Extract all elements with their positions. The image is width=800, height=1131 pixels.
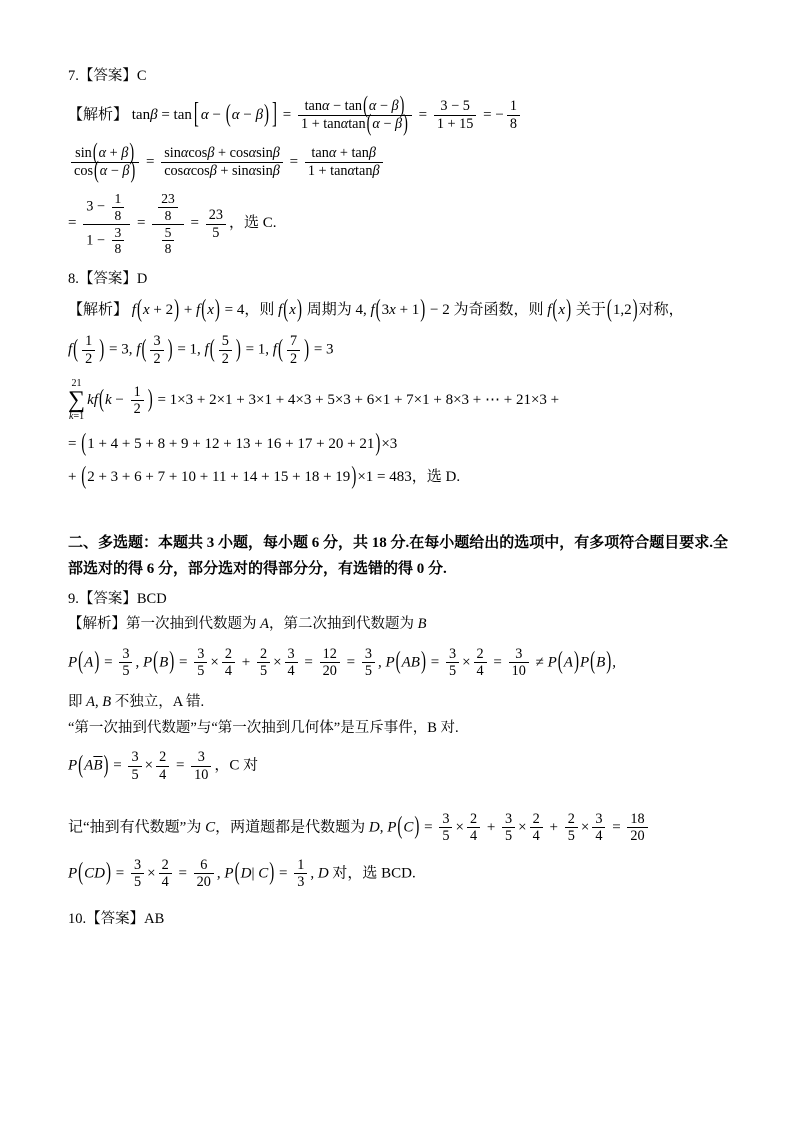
analysis-q9-line1: 【解析】第一次抽到代数题为 A，第二次抽到代数题为 B [68,616,427,633]
analysis-q7-line1: 【解析】 tanβ = tan [ α − (α − β) ] = $\frac{\tan\alpha - \tan(\alpha - \beta)}{1 + \tan\alpha\tan(\alpha - \beta)}$ = $\frac{3 - 5}{1 + 15}$ = − $\frac{1}{8}$ [68,98,740,133]
answer-value-q8: D [136,270,148,287]
analysis-label-q7: 【解析】 [68,106,129,123]
answer-line-q9 [68,589,740,611]
analysis-label-q8: 【解析】 [68,302,129,319]
document-content [68,66,740,934]
analysis-q7-line2: $\frac{\sin(\alpha + \beta)}{\cos(\alpha - \beta)}$ = $\frac{\sin\alpha\cos\beta + \cos\alpha\sin\beta}{\cos\alpha\cos\beta + \sin\alpha\sin\beta}$ = $\frac{\tan\alpha + \tan\beta}{1 + \tan\alpha\tan\beta}$ [68,145,740,180]
analysis-q8-line1: 【解析】 f(x + 2) + f(x) = 4，则 f(x) 周期为 4, f(3x + 1) − 2 为奇函数，则 f(x) 关于(1,2)对称， [68,296,684,324]
analysis-q9-line5: $P(A\overline{B})$ = $\frac{3}{5}$ × $\frac{2}{4}$ = $\frac{3}{10}$ ，C 对 [68,749,259,783]
analysis-q8-line2: f( $\frac{1}{2}$ ) = 3, f( $\frac{3}{2}$ ) = 1, f( $\frac{5}{2}$ ) = 1, f( $\frac{7}{2}$ ) = 3 [68,333,334,367]
answer-value-q9: BCD [136,590,167,607]
answer-line-q7 [68,66,740,88]
section-heading: 二、多选题：本题共 3 小题，每小题 6 分，共 18 分.在每小题给出的选项中，有多项符合题目要求.全部选对的得 6 分，部分选对的得部分分，有选错的得 0 分. [68,535,729,578]
analysis-label-q9: 【解析】 [68,616,126,633]
analysis-q9-line4: “第一次抽到代数题”与“第一次抽到几何体”是互斥事件，B 对. [68,719,459,736]
analysis-q7-line3: = 3 − $\frac{1}{8}$ 1 − $\frac{3}{8}$ = $\frac{\frac{23}{8}}{\frac{5}{8}}$ = $\frac{23}{5}$ ，选 C. [68,191,277,257]
analysis-q9-line3: 即 A, B 不独立，A 错. [68,693,205,710]
analysis-q9-line2: P(A) = $\frac{3}{5}$ , P(B) = $\frac{3}{5}$ × $\frac{2}{4}$ + $\frac{2}{5}$ × $\frac{3}{4}$ = $\frac{12}{20}$ = $\frac{3}{5}$ , P(AB) = $\frac{3}{5}$ × $\frac{2}{4}$ = $\frac{3}{10}$ ≠ P(A)P(B), [68,646,617,680]
analysis-q8-line5: + (2 + 3 + 6 + 7 + 10 + 11 + 14 + 15 + 18 + 19)×1 = 483，选 D. [68,463,461,491]
analysis-q8-line4: = (1 + 4 + 5 + 8 + 9 + 12 + 13 + 16 + 17 + 20 + 21)×3 [68,430,398,458]
answer-line-q10 [68,909,740,931]
analysis-q9-line7: P(CD) = $\frac{3}{5}$ × $\frac{2}{4}$ = $\frac{6}{20}$ , P(D| C) = $\frac{1}{3}$ , D 对，选 BCD. [68,856,416,891]
answer-value-q7: C [136,68,147,84]
answer-line-q8 [68,269,740,291]
answer-value-q10: AB [144,910,165,927]
analysis-q8-line3: 21 ∑ k=1 kf(k − $\frac{1}{2}$ ) = 1×3 + 2×1 + 3×1 + 4×3 + 5×3 + 6×1 + 7×1 + 8×3 + ⋯ + 21×3 + [68,378,560,422]
answer-label-q7: 7.【答案】 [68,68,137,84]
analysis-q9-line6: 记“抽到有代数题”为 C，两道题都是代数题为 D, P(C) = $\frac{3}{5}$ × $\frac{2}{4}$ + $\frac{3}{5}$ × $\frac{2}{4}$ + $\frac{2}{5}$ × $\frac{3}{4}$ = $\frac{18}{20}$ [68,811,740,845]
answer-label-q10: 10.【答案】 [68,910,145,927]
answer-label-q8: 8.【答案】 [68,270,137,287]
answer-label-q9: 9.【答案】 [68,590,137,607]
